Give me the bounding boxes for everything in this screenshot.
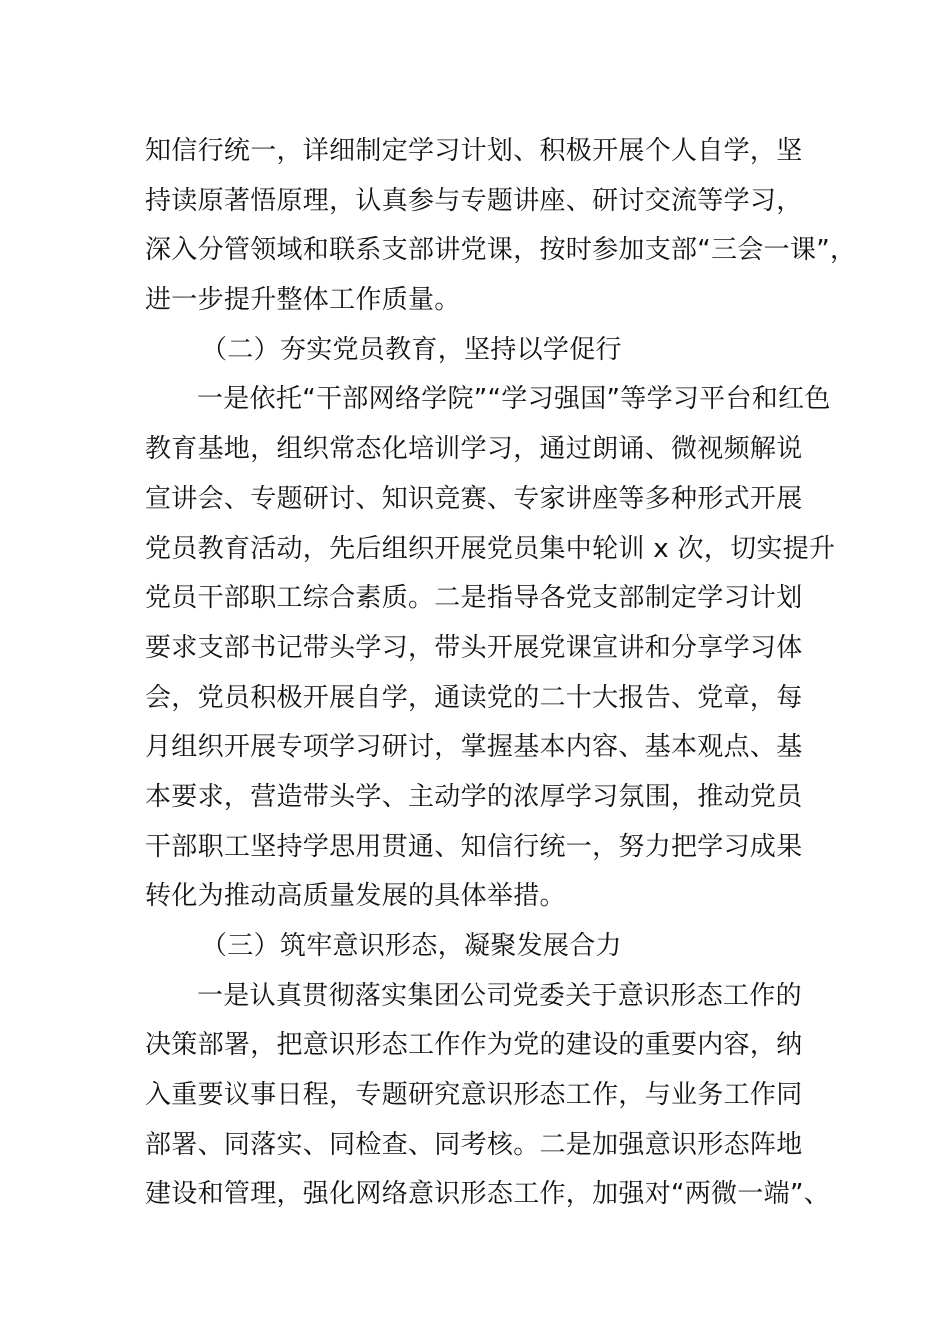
body-text-line: 教育基地，组织常态化培训学习，通过朗诵、微视频解说 (145, 434, 803, 465)
body-text-line: 一是认真贯彻落实集团公司党委关于意识形态工作的 (197, 980, 802, 1011)
body-text-line: 宣讲会、专题研讨、知识竞赛、专家讲座等多种形式开展 (145, 483, 803, 514)
body-text-line: 转化为推动高质量发展的具体举措。 (145, 881, 566, 912)
body-text-line: 党员干部职工综合素质。二是指导各党支部制定学习计划 (145, 583, 803, 614)
body-text-line: 会，党员积极开展自学，通读党的二十大报告、党章，每 (145, 682, 803, 713)
body-text-line: 部署、同落实、同检查、同考核。二是加强意识形态阵地 (145, 1129, 803, 1160)
body-text-line: 进一步提升整体工作质量。 (145, 285, 461, 316)
section-heading-3: （三）筑牢意识形态，凝聚发展合力 (201, 931, 622, 961)
body-text-line: 干部职工坚持学思用贯通、知信行统一，努力把学习成果 (145, 831, 803, 862)
body-text-line: 持读原著悟原理，认真参与专题讲座、研讨交流等学习， (145, 185, 803, 216)
document-page (145, 127, 857, 1220)
body-text-line: 本要求，营造带头学、主动学的浓厚学习氛围，推动党员 (145, 781, 803, 812)
body-text-line: 一是依托“干部网络学院”“学习强国”等学习平台和红色 (197, 384, 831, 415)
body-text-line: 党员教育活动，先后组织开展党员集中轮训 x 次，切实提升 (145, 533, 836, 564)
body-text-line: 建设和管理，强化网络意识形态工作，加强对“两微一端”、 (145, 1179, 831, 1210)
body-text-line: 知信行统一，详细制定学习计划、积极开展个人自学，坚 (145, 136, 803, 166)
body-text-line: 入重要议事日程，专题研究意识形态工作，与业务工作同 (145, 1080, 803, 1111)
body-text-line: 决策部署，把意识形态工作作为党的建设的重要内容，纳 (145, 1030, 803, 1061)
section-heading-2: （二）夯实党员教育，坚持以学促行 (201, 334, 622, 365)
body-text-line: 要求支部书记带头学习，带头开展党课宣讲和分享学习体 (145, 632, 803, 663)
body-text-line: 月组织开展专项学习研讨，掌握基本内容、基本观点、基 (145, 732, 803, 763)
body-text-line: 深入分管领域和联系支部讲党课，按时参加支部“三会一课”， (145, 235, 857, 266)
